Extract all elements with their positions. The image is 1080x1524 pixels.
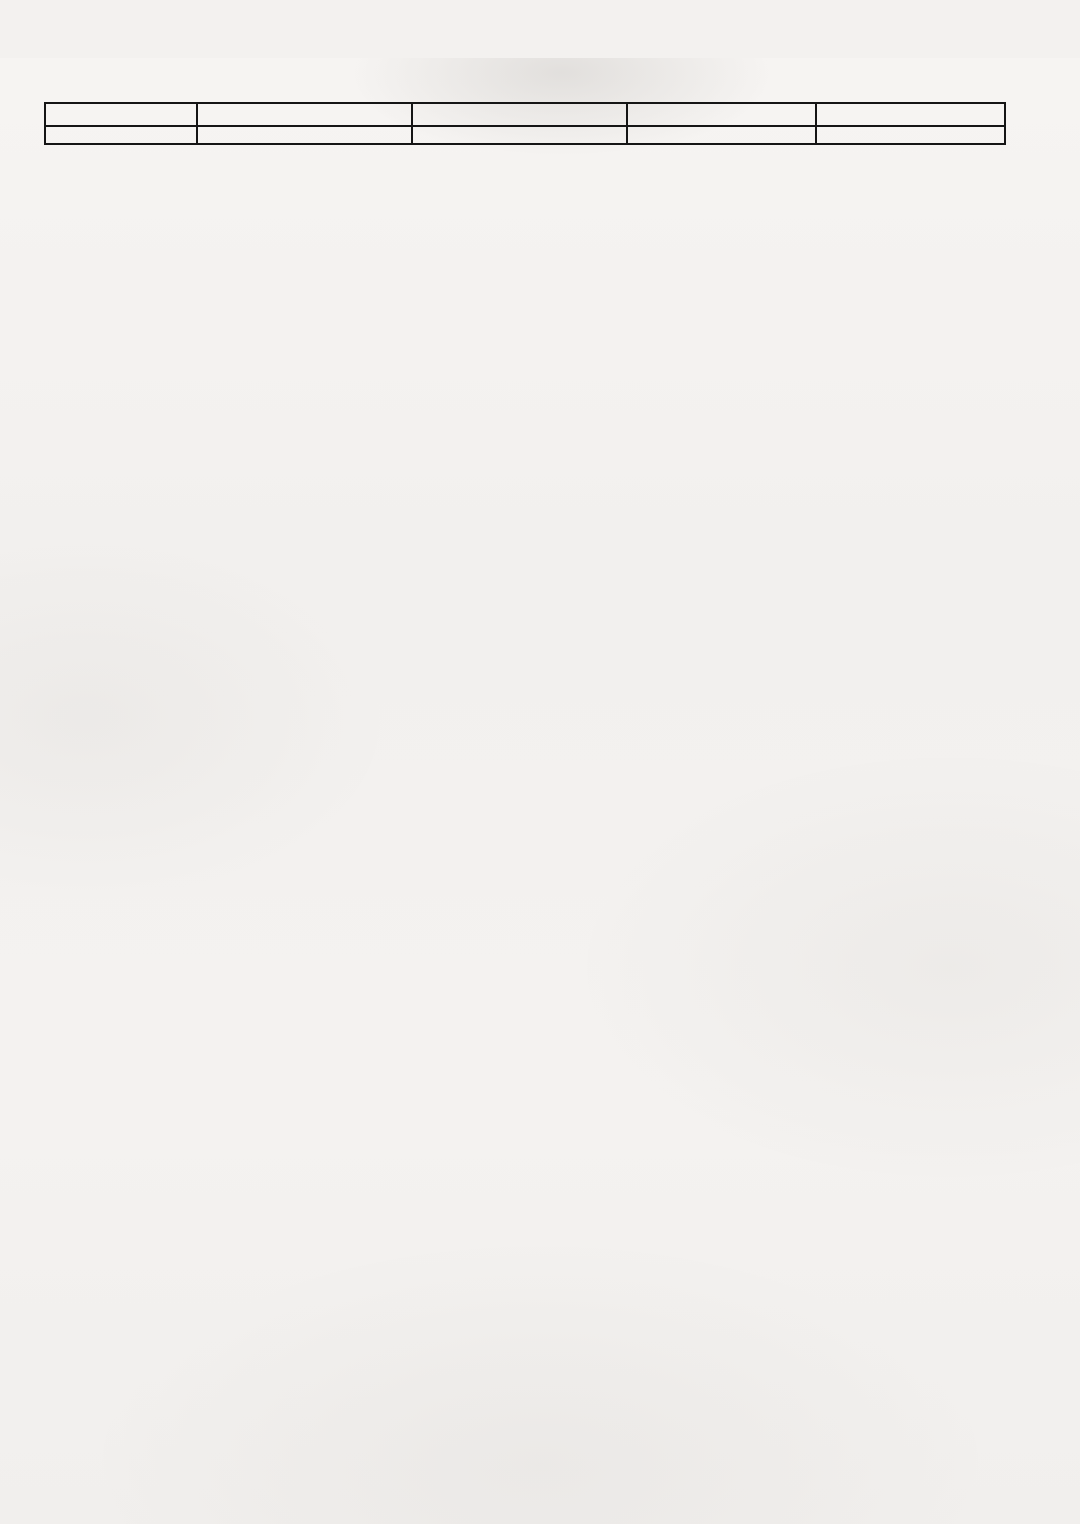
header-nonac-adult — [197, 103, 412, 126]
fare-table — [44, 102, 1006, 145]
header-ac-adult — [627, 103, 816, 126]
header-nonac-concession — [412, 103, 627, 126]
unit-km — [45, 126, 197, 144]
unit-rupees-2 — [412, 126, 627, 144]
unit-rupees-3 — [627, 126, 816, 144]
header-ac-concession — [816, 103, 1005, 126]
unit-rupees-1 — [197, 126, 412, 144]
fare-table-header-row — [45, 103, 1005, 126]
fare-table-head — [45, 103, 1005, 126]
unit-rupees-4 — [816, 126, 1005, 144]
fare-table-body — [45, 126, 1005, 144]
header-stage — [45, 103, 197, 126]
unit-row — [45, 126, 1005, 144]
document-page — [0, 58, 1080, 1524]
